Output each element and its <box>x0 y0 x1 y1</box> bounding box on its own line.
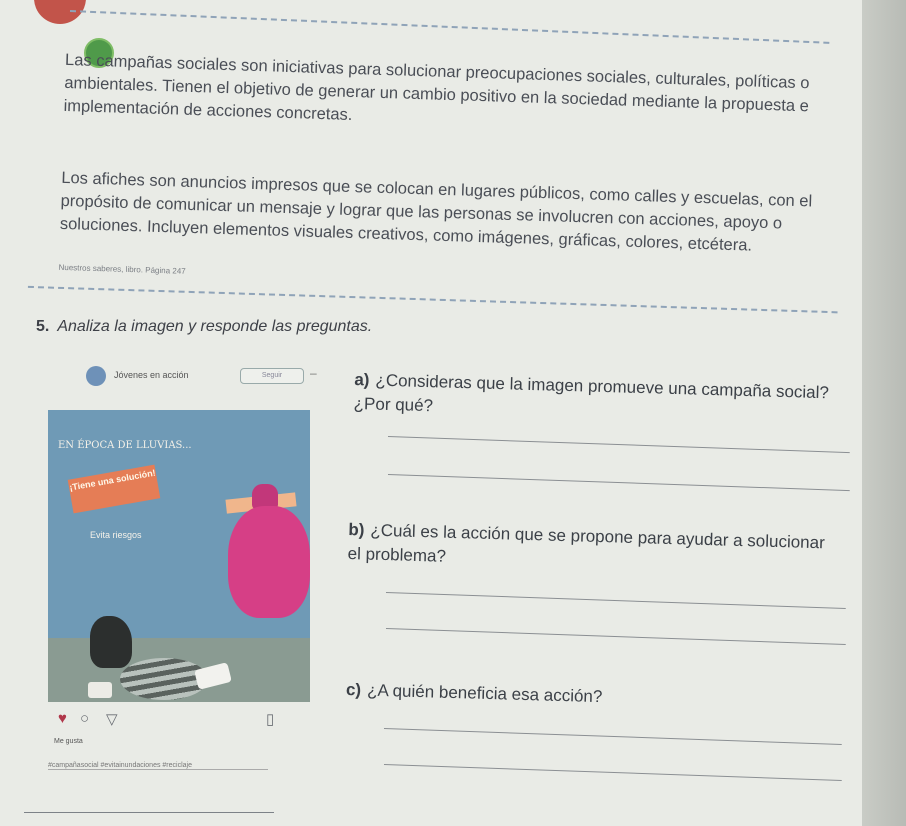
post-header <box>48 358 326 402</box>
source-note: Nuestros saberes, libro. Página 247 <box>58 262 186 276</box>
question-a <box>353 368 834 429</box>
answer-line[interactable] <box>388 436 850 453</box>
answer-line[interactable] <box>384 764 842 781</box>
question-letter: b) <box>348 520 365 540</box>
definition-box <box>27 30 856 346</box>
account-name: Jóvenes en acción <box>114 370 189 380</box>
trash-label: Evita riesgos <box>90 530 142 540</box>
avatar <box>86 366 106 386</box>
share-icon: ▽ <box>106 711 118 728</box>
ribbon-banner: ¡Tiene una solución! <box>68 465 161 514</box>
heart-icon: ♥ <box>58 710 67 727</box>
poster-definition: Los afiches son anuncios impresos que se colocan en lugares públicos, como calles y escuelas, con el propósito de comunicar un mensaje y lograr que las personas se involucren con acciones, apoyo o soluciones. Incluyen elementos visuales creativos, como imágenes, gráficas, colores, etcétera. <box>59 168 813 255</box>
answer-line[interactable] <box>384 728 842 745</box>
image-sign-text: EN ÉPOCA DE LLUVIAS... <box>58 440 192 451</box>
bookmark-icon: ▯ <box>266 711 275 728</box>
post-actions <box>48 710 310 730</box>
page-edge <box>862 0 906 826</box>
question-letter: a) <box>354 370 370 390</box>
question-letter: c) <box>345 680 362 700</box>
exercise-number: 5. <box>36 318 50 335</box>
answer-line[interactable] <box>386 628 846 645</box>
litter-illustration <box>88 682 112 698</box>
more-options-icon: – <box>310 366 317 380</box>
post-image <box>48 410 310 702</box>
exercise-instruction: Analiza la imagen y responde las preguntas. <box>57 318 373 335</box>
exercise-heading <box>36 318 372 336</box>
answer-line[interactable] <box>386 592 846 609</box>
campaign-definition: Las campañas sociales son iniciativas para solucionar preocupaciones sociales, culturales, políticas o ambientales. Tienen el objetivo de generar un cambio positivo en la sociedad mediante la propuesta e implementación de acciones concretas. <box>63 50 810 124</box>
question-text: ¿Cuál es la acción que se propone para ayudar a solucionar el problema? <box>347 520 826 566</box>
likes-text: Me gusta <box>54 738 83 745</box>
bottom-rule <box>24 812 274 813</box>
question-c <box>346 678 826 715</box>
comment-icon: ○ <box>80 710 90 727</box>
drain-grate-illustration <box>120 658 208 700</box>
question-text: ¿Consideras que la imagen promueve una campaña social? ¿Por qué? <box>353 370 830 416</box>
answer-line[interactable] <box>388 474 850 491</box>
question-b <box>347 518 828 579</box>
black-bag-illustration <box>90 616 132 668</box>
follow-button: Seguir <box>240 368 304 384</box>
post-caption: #campañasocial #evitainundaciones #reciclaje <box>48 762 268 770</box>
social-post <box>48 358 326 769</box>
box-bottom-rule <box>28 286 838 313</box>
trash-bag-illustration <box>228 506 310 618</box>
question-text: ¿A quién beneficia esa acción? <box>366 680 603 707</box>
